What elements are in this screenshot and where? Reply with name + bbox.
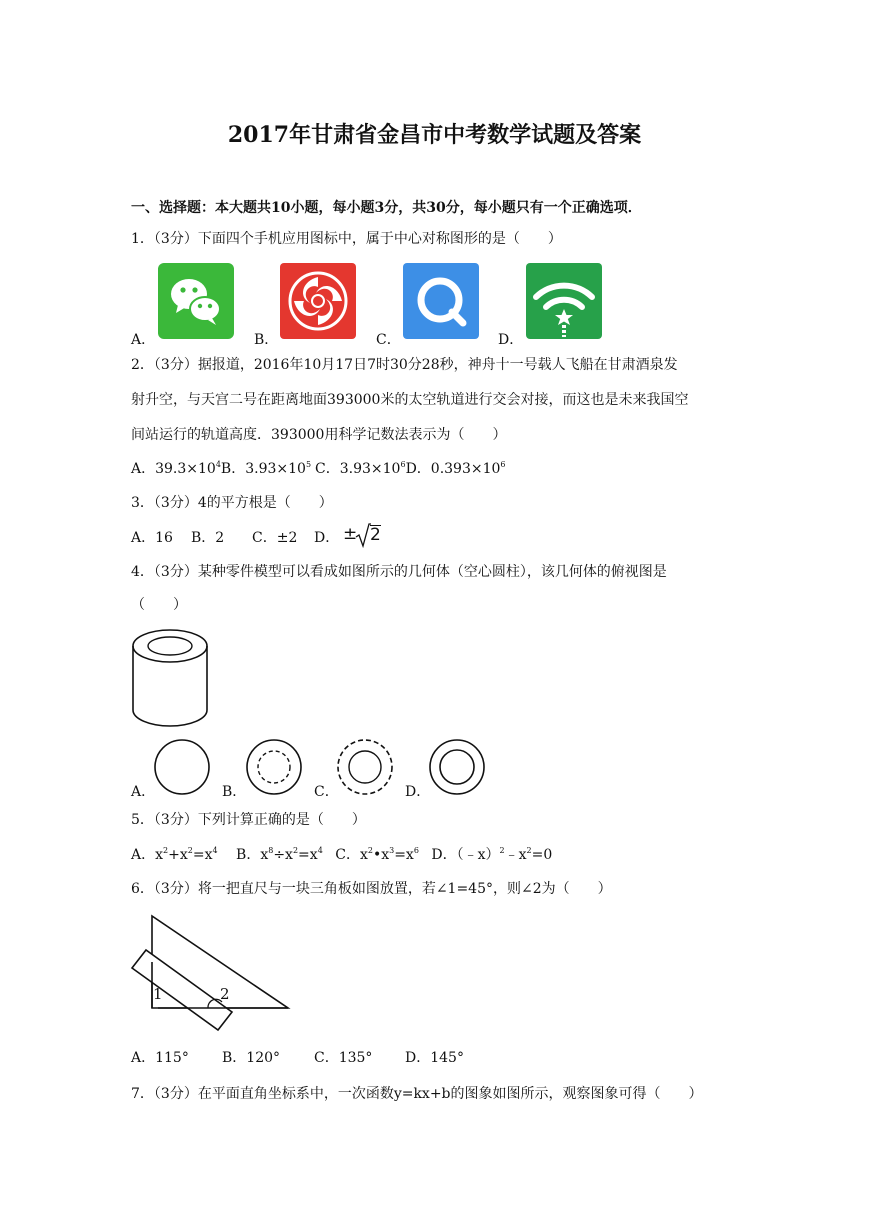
radicand: 2 [370, 525, 381, 545]
question-6-stem: 6．（3分）将一把直尺与一块三角板如图放置，若∠1=45°，则∠2为（ ） [131, 881, 612, 897]
phoenix-news-icon [280, 263, 356, 339]
q4-option-a: A． [131, 784, 156, 800]
view-circle-a [152, 737, 212, 797]
q3-option-a: A．16 [131, 530, 173, 546]
q2-option-d-exponent: 6 [500, 460, 506, 469]
question-3-stem: 3．（3分）4的平方根是（ ） [131, 495, 333, 511]
q2-option-c-exponent: 6 [400, 460, 406, 469]
q4-option-d: D． [405, 784, 431, 800]
q6-option-a: A．115° [131, 1050, 189, 1066]
q6-option-d: D．145° [405, 1050, 464, 1066]
question-4-line-2: （ ） [131, 597, 187, 613]
q4-option-c: C． [314, 784, 339, 800]
q5-option-b: B．$x^8\div x^2=x^4$ [236, 846, 323, 863]
page-title: 2017年甘肃省金昌市中考数学试题及答案 [227, 122, 642, 148]
hollow-cylinder-figure [128, 626, 212, 730]
q4-option-b: B． [222, 784, 247, 800]
wifi-tower-icon [526, 263, 602, 339]
q2-option-c: C．3.93×10 [315, 461, 401, 477]
q2-option-b: B．3.93×10 [220, 461, 306, 477]
plus-minus-sqrt-2 [343, 522, 385, 548]
question-5-stem: 5．（3分）下列计算正确的是（ ） [131, 812, 366, 828]
question-2-options [131, 459, 506, 479]
question-2-line-3: 间站运行的轨道高度．393000用科学记数法表示为（ ） [131, 427, 507, 443]
question-4-line-1: 4．（3分）某种零件模型可以看成如图所示的几何体（空心圆柱），该几何体的俯视图是 [131, 564, 667, 580]
question-5-options [131, 845, 552, 865]
question-7-stem: 7．（3分）在平面直角坐标系中，一次函数y=kx+b的图象如图所示，观察图象可得（ ） [131, 1086, 703, 1102]
q2-option-d: D．0.393×10 [405, 461, 501, 477]
radical-sign [355, 522, 371, 548]
plus-minus-sign: ± [343, 524, 358, 544]
q2-option-a-exponent: 4 [215, 460, 221, 469]
q5-option-d: D．$(﹣x)^2﹣x^2=0$ [431, 846, 553, 863]
q5-option-c: C．$x^2•x^3=x^6$ [335, 846, 419, 863]
q2-option-a: A．39.3×10 [131, 461, 216, 477]
q1-option-c: C． [376, 332, 401, 348]
q1-option-a: A． [131, 332, 156, 348]
angle-1-label: 1 [153, 985, 163, 1003]
angle-2-label: 2 [220, 985, 230, 1003]
view-circle-c [335, 737, 395, 797]
q1-option-d: D． [498, 332, 524, 348]
ruler-triangle-figure [128, 910, 298, 1034]
q6-option-c: C．135° [314, 1050, 373, 1066]
wechat-icon [158, 263, 234, 339]
question-2-line-1: 2．（3分）据报道，2016年10月17日7时30分28秒，神舟十一号载人飞船在甘肃酒泉发 [131, 357, 678, 373]
q2-option-b-exponent: 5 [305, 460, 312, 469]
q3-option-c: C．±2 [252, 530, 298, 546]
q3-option-b: B．2 [191, 530, 225, 546]
q3-option-d: D． [314, 530, 340, 546]
view-circle-d [427, 737, 487, 797]
question-2-line-2: 射升空，与天宫二号在距离地面393000米的太空轨道进行交会对接，而这也是未来我国空 [131, 392, 689, 408]
q1-option-b: B． [254, 332, 279, 348]
q5-option-a: A．$x^2+x^2=x^4$ [131, 846, 218, 863]
search-q-icon [403, 263, 479, 339]
section-heading: 一、选择题：本大题共10小题，每小题3分，共30分，每小题只有一个正确选项． [131, 200, 642, 216]
q6-option-b: B．120° [222, 1050, 281, 1066]
view-circle-b [244, 737, 304, 797]
question-1-stem: 1．（3分）下面四个手机应用图标中，属于中心对称图形的是（ ） [131, 231, 562, 247]
